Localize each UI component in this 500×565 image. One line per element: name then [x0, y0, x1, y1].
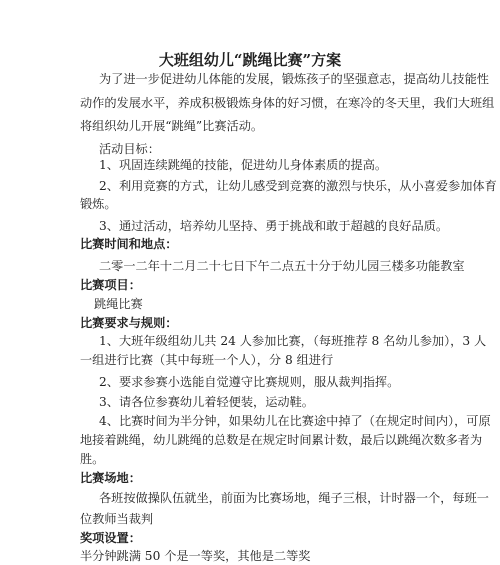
intro-line-2: 动作的发展水平，养成积极锻炼身体的好习惯，在寒冷的冬天里，我们大班组	[80, 96, 495, 110]
rule-4-line-1: 4、比赛时间为半分钟，如果幼儿在比赛途中掉了（在规定时间内），可原	[99, 414, 491, 428]
goals-label: 活动目标：	[99, 142, 160, 156]
goal-2-line-2: 锻炼。	[80, 197, 117, 211]
time-place-text: 二零一二年十二月二十七日下午二点五十分于幼儿园三楼多功能教室	[99, 259, 465, 273]
intro-line-3: 将组织幼儿开展“跳绳”比赛活动。	[80, 119, 264, 133]
goal-3: 3、通过活动，培养幼儿坚持、勇于挑战和敢于超越的良好品质。	[99, 219, 449, 233]
rule-4-line-3: 胜。	[80, 452, 105, 466]
venue-line-1: 各班按做操队伍就坐，前面为比赛场地，绳子三根，计时器一个，每班一	[99, 491, 489, 505]
rule-3: 3、请各位参赛幼儿着轻便装，运动鞋。	[99, 395, 314, 409]
section-heading-awards: 奖项设置：	[80, 531, 141, 545]
goal-1: 1、巩固连续跳绳的技能，促进幼儿身体素质的提高。	[99, 158, 388, 172]
awards-text: 半分钟跳满 50 个是一等奖，其他是二等奖	[80, 549, 311, 563]
rule-1-line-1: 1、大班年级组幼儿共 24 人参加比赛，（每班推荐 8 名幼儿参加），3 人	[99, 334, 487, 348]
section-heading-event: 比赛项目：	[80, 278, 141, 292]
section-heading-rules: 比赛要求与规则：	[80, 316, 178, 330]
venue-line-2: 位教师当裁判	[80, 512, 154, 526]
intro-line-1: 为了进一步促进幼儿体能的发展，锻炼孩子的坚强意志，提高幼儿技能性	[99, 72, 489, 86]
section-heading-venue: 比赛场地：	[80, 471, 141, 485]
goal-2-line-1: 2、利用竞赛的方式，让幼儿感受到竞赛的激烈与快乐，从小喜爱参加体育	[99, 179, 497, 193]
event-text: 跳绳比赛	[94, 297, 143, 311]
rule-4-line-2: 地接着跳绳，幼儿跳绳的总数是在规定时间累计数，最后以跳绳次数多者为	[80, 433, 483, 447]
rule-2: 2、要求参赛小选能自觉遵守比赛规则，服从裁判指挥。	[99, 375, 400, 389]
document-title: 大班组幼儿“跳绳比赛”方案	[158, 51, 342, 69]
section-heading-time-place: 比赛时间和地点：	[80, 237, 178, 251]
rule-1-line-2: 一组进行比赛（其中每班一个人），分 8 组进行	[80, 353, 334, 367]
